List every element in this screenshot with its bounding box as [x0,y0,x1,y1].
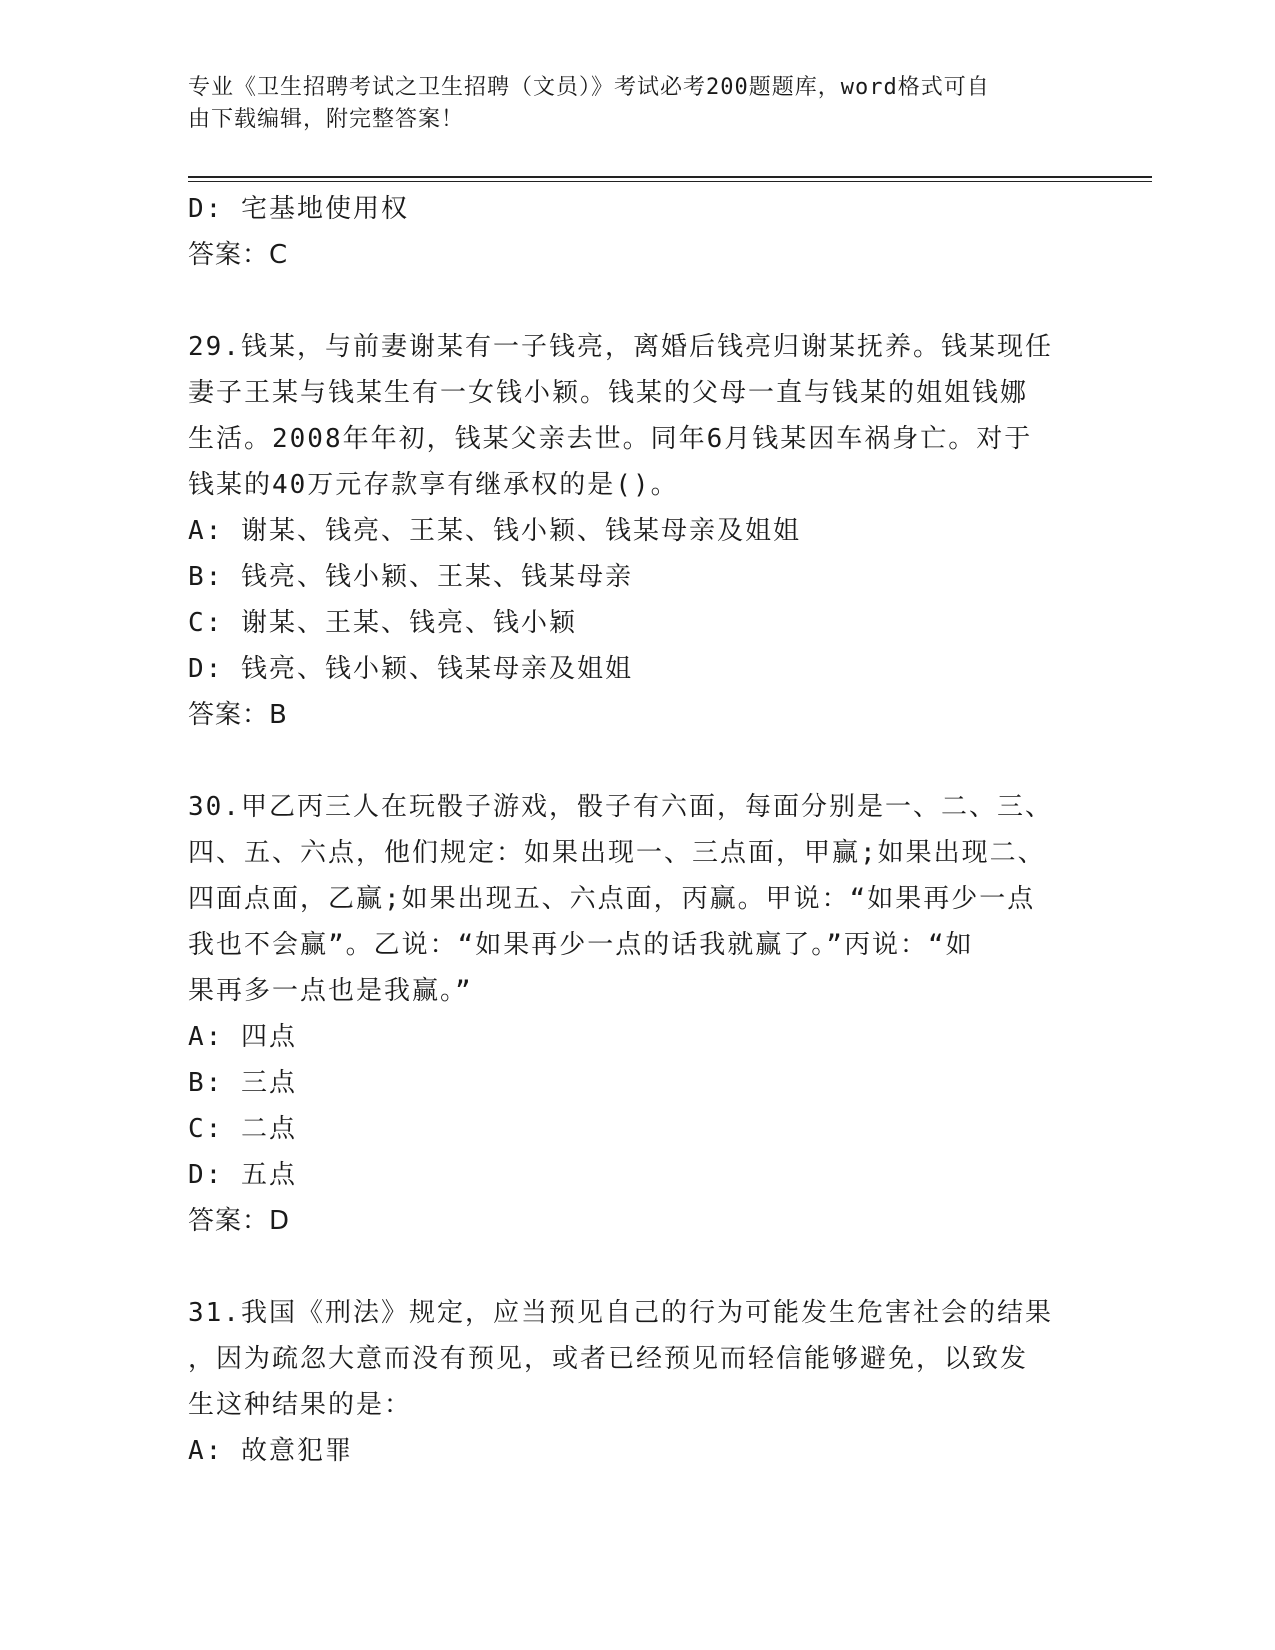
option-b: B: 三点 [188,1068,297,1098]
option-d: D: 钱亮、钱小颖、钱某母亲及姐姐 [188,654,633,684]
option-a: A: 谢某、钱亮、王某、钱小颖、钱某母亲及姐姐 [188,516,801,546]
option-c: C: 谢某、王某、钱亮、钱小颖 [188,608,577,638]
question-31 [188,1290,1088,1474]
question-stem-line: 我也不会赢”。乙说：“如果再少一点的话我就赢了。”丙说：“如 [188,930,974,960]
document-body [188,186,1088,1474]
answer-line: 答案：B [188,700,288,730]
option-b: B: 钱亮、钱小颖、王某、钱某母亲 [188,562,633,592]
document-header [188,72,1068,136]
question-stem-line: 钱某的40万元存款享有继承权的是()。 [188,470,679,500]
question-stem-line: ，因为疏忽大意而没有预见，或者已经预见而轻信能够避免，以致发 [188,1344,1029,1374]
prev-question-option-d: D: 宅基地使用权 [188,194,409,224]
question-stem-line: 妻子王某与钱某生有一女钱小颖。钱某的父母一直与钱某的姐姐钱娜 [188,378,1029,408]
question-stem-line: 30.甲乙丙三人在玩骰子游戏，骰子有六面，每面分别是一、二、三、 [188,792,1053,822]
question-30 [188,784,1088,1244]
spacer [188,278,1088,324]
question-stem-line: 29.钱某，与前妻谢某有一子钱亮，离婚后钱亮归谢某抚养。钱某现任 [188,332,1053,362]
question-stem-line: 生活。2008年年初，钱某父亲去世。同年6月钱某因车祸身亡。对于 [188,424,1033,454]
question-stem-line: 生这种结果的是： [188,1390,413,1420]
header-title-line-1: 专业《卫生招聘考试之卫生招聘（文员）》考试必考200题题库，word格式可自 [188,75,990,100]
question-stem-line: 四面点面，乙赢;如果出现五、六点面，丙赢。甲说：“如果再少一点 [188,884,1036,914]
answer-line: 答案：D [188,1206,291,1236]
header-divider-thin [188,181,1152,182]
option-c: C: 二点 [188,1114,297,1144]
header-divider-thick [188,176,1152,178]
question-stem-line: 四、五、六点，他们规定：如果出现一、三点面，甲赢;如果出现二、 [188,838,1046,868]
spacer [188,1244,1088,1290]
question-stem-line: 果再多一点也是我赢。” [188,976,473,1006]
option-a: A: 四点 [188,1022,297,1052]
prev-question-answer: 答案：C [188,240,289,270]
option-a: A: 故意犯罪 [188,1436,353,1466]
spacer [188,738,1088,784]
header-title-line-2: 由下载编辑，附完整答案！ [188,107,465,132]
question-stem-line: 31.我国《刑法》规定，应当预见自己的行为可能发生危害社会的结果 [188,1298,1053,1328]
option-d: D: 五点 [188,1160,297,1190]
question-29 [188,324,1088,738]
